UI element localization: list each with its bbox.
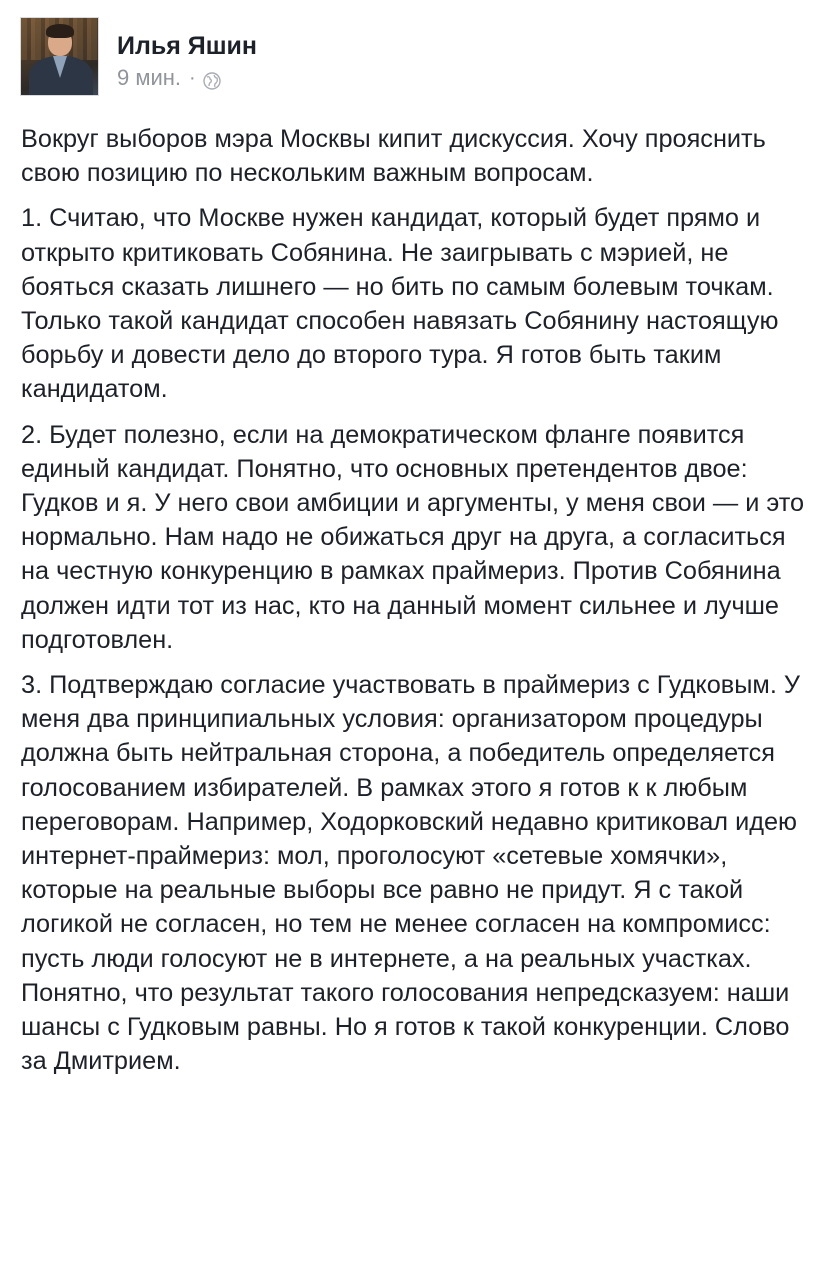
avatar-hair bbox=[46, 24, 74, 38]
author-name[interactable]: Илья Яшин bbox=[117, 32, 258, 60]
post-timeline bbox=[117, 65, 257, 91]
globe-icon[interactable] bbox=[203, 70, 221, 88]
post-paragraph-1: 1. Считаю, что Москве нужен кандидат, который будет прямо и открыто критиковать Собянина. Не заигрывать с мэрией, не бояться сказать лишнего — но бить по самым болевым точкам. Только такой кандидат способен навязать Собянину настоящую борьбу и довести дело до второго тура. Я готов быть таким кандидатом. bbox=[21, 204, 779, 404]
post-body bbox=[21, 122, 811, 1089]
post-paragraph-intro: Вокруг выборов мэра Москвы кипит дискуссия. Хочу прояснить свою позицию по нескольким важным вопросам. bbox=[21, 125, 766, 188]
post-paragraph-2: 2. Будет полезно, если на демократическом фланге появится единый кандидат. Понятно, что основных претендентов двое: Гудков и я. У него свои амбиции и аргументы, у меня свои — и это нормально. Нам надо не обижаться друг на друга, а согласиться на честную конкуренцию в рамках праймериз. Против Собянина должен идти тот из нас, кто на данный момент сильнее и лучше подготовлен. bbox=[21, 420, 805, 654]
post-meta bbox=[117, 17, 257, 91]
avatar[interactable] bbox=[20, 17, 99, 96]
post-timestamp[interactable]: 9 мин. bbox=[117, 65, 182, 90]
post-paragraph-3: 3. Подтверждаю согласие участвовать в праймериз с Гудковым. У меня два принципиальных условия: организатором процедуры должна быть нейтральная сторона, а победитель определяется голосованием избирателей. В рамках этого я готов к к любым переговорам. Например, Ходорковский недавно критиковал идею интернет-праймериз: мол, проголосуют «сетевые хомячки», которые на реальные выборы все равно не придут. Я с такой логикой не согласен, но тем не менее согласен на компромисс: пусть люди голосуют не в интернете, а на реальных участках. Понятно, что результат такого голосования непредсказуем: наши шансы с Гудковым равны. Но я готов к такой конкуренции. Слово за Дмитрием. bbox=[21, 671, 800, 1076]
meta-separator: · bbox=[189, 67, 196, 89]
post-header bbox=[20, 17, 257, 97]
